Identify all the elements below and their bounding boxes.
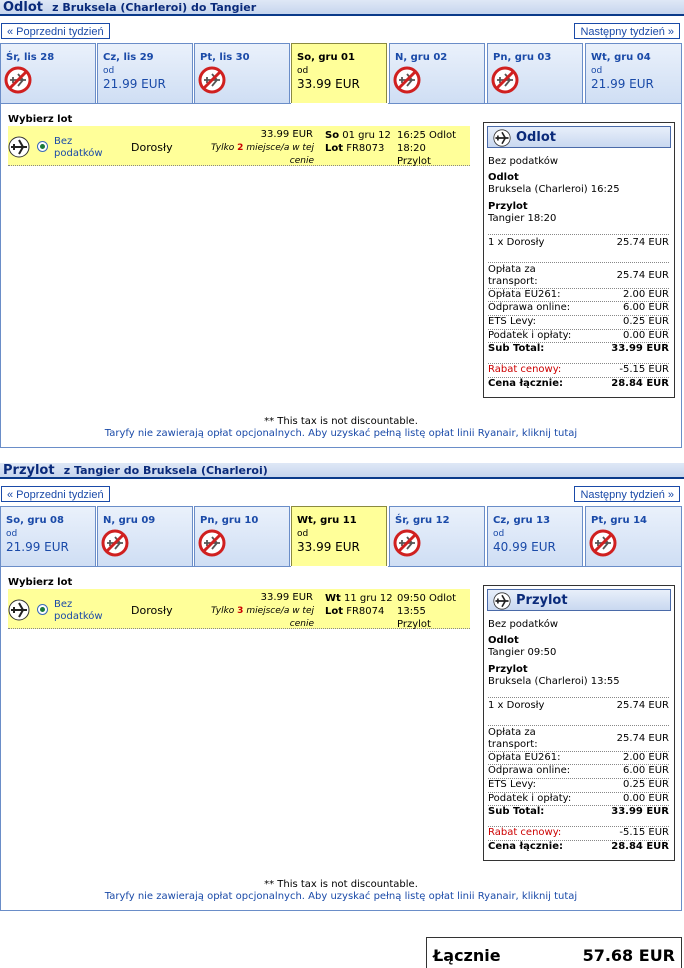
summary-discount: Rabat cenowy: -5.15 EUR: [488, 826, 669, 841]
outbound-tax-note: ** This tax is not discountable. Taryfy nie zawierają opłat opcjonalnych. Aby uzyskać pełną listę opłat linii Ryanair, kliknij tutaj: [0, 416, 682, 440]
flight-times: 09:50 Odlot 13:55 Przylot: [397, 593, 457, 630]
day-from: od: [6, 529, 18, 539]
summary-title: Przylot: [516, 593, 568, 608]
no-flight-icon: [589, 529, 617, 557]
summary-pax: 1 x Dorosły 25.74 EUR: [488, 234, 669, 263]
day-from: od: [103, 66, 115, 76]
day-label: Śr, gru 12: [395, 515, 450, 526]
day-label: Śr, lis 28: [6, 52, 55, 63]
flight-times: 16:25 Odlot 18:20 Przylot: [397, 130, 457, 167]
day-label: N, gru 09: [103, 515, 156, 526]
inbound-choose-label: Wybierz lot: [8, 577, 73, 588]
summary-header: [487, 589, 671, 611]
day-label: Cz, gru 13: [493, 515, 551, 526]
day-label: Pn, gru 10: [200, 515, 259, 526]
flight-price: 33.99 EUR: [260, 592, 313, 603]
day-price: 33.99 EUR: [297, 77, 360, 91]
summary-header: [487, 126, 671, 148]
summary-tax: Podatek i opłaty: 0.00 EUR: [488, 793, 669, 804]
summary-pax: 1 x Dorosły 25.74 EUR: [488, 697, 669, 726]
passenger-type: Dorosły: [131, 141, 173, 154]
no-flight-icon: [4, 66, 32, 94]
outbound-choose-label: Wybierz lot: [8, 114, 73, 125]
outbound-fees-link[interactable]: Taryfy nie zawierają opłat opcjonalnych. Aby uzyskać pełną listę opłat linii Ryanair, kliknij tutaj: [104, 428, 578, 439]
day-price: 21.99 EUR: [103, 77, 166, 91]
inbound-day-2: [194, 506, 290, 566]
day-price: 21.99 EUR: [591, 77, 654, 91]
summary-discount: Rabat cenowy: -5.15 EUR: [488, 363, 669, 378]
inbound-next-week-button[interactable]: Następny tydzień »: [574, 486, 680, 502]
flight-price: 33.99 EUR: [260, 129, 313, 140]
plane-icon: [492, 592, 512, 610]
summary-subtotal: Sub Total: 33.99 EUR: [488, 805, 669, 826]
no-flight-icon: [491, 66, 519, 94]
outbound-title: Odlot: [3, 0, 43, 15]
summary-arr-value: Bruksela (Charleroi) 13:55: [488, 676, 620, 687]
day-label: Cz, lis 29: [103, 52, 154, 63]
inbound-title: Przylot: [3, 463, 55, 478]
summary-dep-label: Odlot: [488, 172, 519, 183]
day-price: 21.99 EUR: [6, 540, 69, 554]
flight-number: FR8074: [346, 606, 385, 617]
outbound-route: z Bruksela (Charleroi) do Tangier: [52, 1, 257, 14]
outbound-prev-week-button[interactable]: « Poprzedni tydzień: [1, 23, 110, 39]
summary-arr-label: Przylot: [488, 201, 528, 212]
inbound-prev-week-button[interactable]: « Poprzedni tydzień: [1, 486, 110, 502]
day-from: od: [297, 66, 309, 76]
no-flight-icon: [198, 529, 226, 557]
plane-icon: [492, 129, 512, 147]
summary-dep-label: Odlot: [488, 635, 519, 646]
summary-total: Cena łącznie: 28.84 EUR: [488, 377, 669, 392]
summary-title: Odlot: [516, 130, 556, 145]
seats-left-note: Tylko 3 miejsce/a w tej cenie: [211, 606, 314, 629]
flight-date: So 01 gru 12 Lot FR8073: [325, 130, 391, 154]
inbound-day-4: [389, 506, 485, 566]
inbound-section: [0, 463, 684, 913]
inbound-day-1: [97, 506, 193, 566]
outbound-day-4: [389, 43, 485, 103]
summary-dep-value: Tangier 09:50: [488, 647, 557, 658]
day-label: Pt, lis 30: [200, 52, 250, 63]
summary-ets: ETS Levy: 0.25 EUR: [488, 779, 669, 790]
inbound-day-0[interactable]: [0, 506, 96, 566]
day-from: od: [297, 529, 309, 539]
day-label: N, gru 02: [395, 52, 448, 63]
day-label: Pt, gru 14: [591, 515, 647, 526]
summary-eu261: Opłata EU261: 2.00 EUR: [488, 752, 669, 763]
outbound-day-6[interactable]: [585, 43, 682, 103]
inbound-fees-link[interactable]: Taryfy nie zawierają opłat opcjonalnych. Aby uzyskać pełną listę opłat linii Ryanair, kliknij tutaj: [104, 891, 578, 902]
outbound-section: [0, 0, 684, 450]
summary-checkin: Odprawa online: 6.00 EUR: [488, 765, 669, 776]
day-price: 33.99 EUR: [297, 540, 360, 554]
seats-left-note: Tylko 2 miejsce/a w tej cenie: [211, 143, 314, 166]
outbound-day-1[interactable]: [97, 43, 193, 103]
no-flight-icon: [101, 529, 129, 557]
summary-fare: Bez podatków: [488, 619, 559, 630]
summary-total: Cena łącznie: 28.84 EUR: [488, 840, 669, 855]
summary-transport: Opłata za transport: 25.74 EUR: [488, 264, 669, 287]
inbound-summary-box: [483, 585, 675, 861]
summary-dep-value: Bruksela (Charleroi) 16:25: [488, 184, 620, 195]
flight-number: FR8073: [346, 143, 385, 154]
no-flight-icon: [393, 529, 421, 557]
inbound-flight-row[interactable]: [8, 589, 470, 629]
inbound-day-3[interactable]: [291, 506, 387, 566]
summary-fare: Bez podatków: [488, 156, 559, 167]
outbound-flight-row[interactable]: [8, 126, 470, 166]
no-flight-icon: [198, 66, 226, 94]
summary-tax: Podatek i opłaty: 0.00 EUR: [488, 330, 669, 341]
inbound-flight-radio[interactable]: [37, 604, 48, 615]
day-price: 40.99 EUR: [493, 540, 556, 554]
day-label: Wt, gru 04: [591, 52, 651, 63]
plane-icon: [8, 136, 30, 158]
inbound-route: z Tangier do Bruksela (Charleroi): [63, 464, 268, 477]
day-label: Wt, gru 11: [297, 515, 357, 526]
inbound-header: [0, 463, 684, 479]
summary-arr-value: Tangier 18:20: [488, 213, 557, 224]
fare-type: Bez podatków: [54, 599, 103, 622]
day-label: Pn, gru 03: [493, 52, 552, 63]
inbound-day-tabs: [0, 506, 684, 566]
outbound-flight-radio[interactable]: [37, 141, 48, 152]
summary-subtotal: Sub Total: 33.99 EUR: [488, 342, 669, 363]
grand-total-box: [426, 937, 682, 968]
summary-transport: Opłata za transport: 25.74 EUR: [488, 727, 669, 750]
outbound-header: [0, 0, 684, 16]
summary-ets: ETS Levy: 0.25 EUR: [488, 316, 669, 327]
summary-checkin: Odprawa online: 6.00 EUR: [488, 302, 669, 313]
fare-type: Bez podatków: [54, 136, 103, 159]
summary-arr-label: Przylot: [488, 664, 528, 675]
flight-date: Wt 11 gru 12 Lot FR8074: [325, 593, 393, 617]
plane-icon: [8, 599, 30, 621]
outbound-summary-box: [483, 122, 675, 398]
outbound-next-week-button[interactable]: Następny tydzień »: [574, 23, 680, 39]
passenger-type: Dorosły: [131, 604, 173, 617]
day-from: od: [493, 529, 505, 539]
day-from: od: [591, 66, 603, 76]
day-label: So, gru 08: [6, 515, 64, 526]
outbound-day-3[interactable]: [291, 43, 387, 103]
no-flight-icon: [393, 66, 421, 94]
outbound-day-2: [194, 43, 290, 103]
grand-total-label: Łącznie: [433, 946, 501, 965]
inbound-tax-note: ** This tax is not discountable. Taryfy nie zawierają opłat opcjonalnych. Aby uzyskać pełną listę opłat linii Ryanair, kliknij tutaj: [0, 879, 682, 903]
inbound-day-6: [585, 506, 682, 566]
summary-eu261: Opłata EU261: 2.00 EUR: [488, 289, 669, 300]
day-label: So, gru 01: [297, 52, 355, 63]
inbound-day-5[interactable]: [487, 506, 583, 566]
outbound-day-5: [487, 43, 583, 103]
grand-total-value: 57.68 EUR: [582, 946, 675, 965]
outbound-day-tabs: [0, 43, 684, 103]
outbound-day-0: [0, 43, 96, 103]
